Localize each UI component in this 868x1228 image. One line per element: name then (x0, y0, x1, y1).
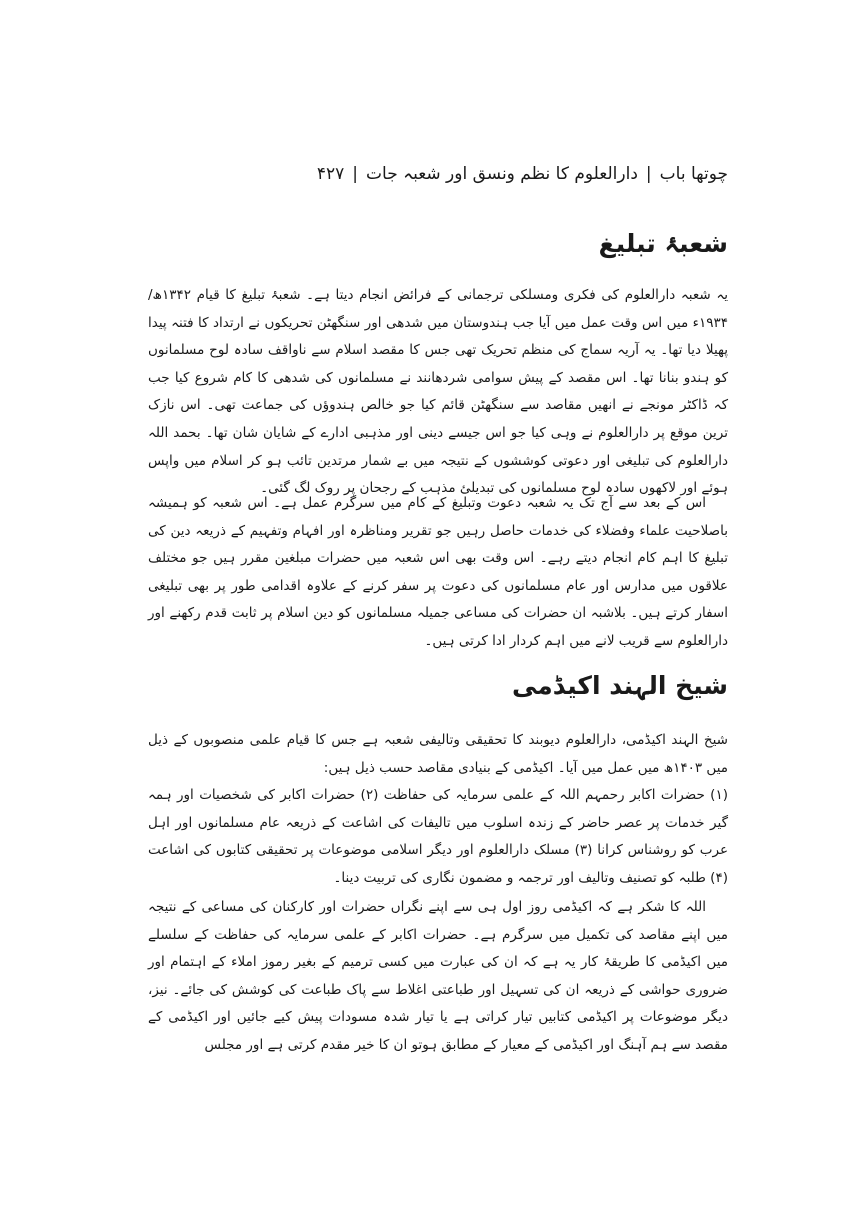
chapter-label: چوتھا باب (659, 164, 728, 184)
running-header (148, 162, 728, 186)
chapter-title: دارالعلوم کا نظم ونسق اور شعبہ جات (366, 164, 638, 184)
paragraph-academy-intro: شیخ الہند اکیڈمی، دارالعلوم دیوبند کا تحقیقی وتالیفی شعبہ ہے جس کا قیام علمی منصوبوں کے ذیل میں ۱۴۰۳ھ میں عمل میں آیا۔ اکیڈمی کے بنیادی مقاصد حسب ذیل ہیں: (148, 732, 728, 776)
paragraph-tabligh-intro: یہ شعبہ دارالعلوم کی فکری ومسلکی ترجمانی کے فرائض انجام دیتا ہے۔ شعبۂ تبلیغ کا قیام ۱۳۴۲ھ/۱۹۳۴ء میں اس وقت عمل میں آیا جب ہندوستان میں شدھی اور سنگھٹن تحریکوں نے ارتداد کا فتنہ پیدا پھیلا دیا تھا۔ یہ آریہ سماج کی منظم تحریک تھی جس کا مقصد اسلام سے ناواقف سادہ لوح مسلمانوں کو ہندو بنانا تھا۔ اس مقصد کے پیش سوامی شردھانند نے مسلمانوں کی شدھی کا کام شروع کیا جب کہ ڈاکٹر مونجے نے انھیں مقاصد سے سنگھٹن قائم کیا جو خالص ہندوؤں کی جماعت تھی۔ اس نازک ترین موقع پر دارالعلوم نے وہی کیا جو اس جیسے دینی اور مذہبی ادارے کے شایان شان تھا۔ بحمد اللہ دارالعلوم کی تبلیغی اور دعوتی کوششوں کے نتیجہ میں بے شمار مرتدین تائب ہو کر اسلام میں واپس ہوئے اور لاکھوں سادہ لوح مسلمانوں کی تبدیلئ مذہب کے رجحان پر روک لگ گئی۔ (148, 287, 728, 497)
paragraph-academy-objectives: (۱) حضرات اکابر رحمہم اللہ کے علمی سرمایہ کی حفاظت (۲) حضرات اکابر کی شخصیات اور ہمہ گیر خدمات پر عصر حاضر کے زندہ اسلوب میں تالیفات کی اشاعت کے ذریعہ عام مسلمانوں اور اہل عرب کو روشناس کرانا (۳) مسلک دارالعلوم اور دیگر اسلامی موضوعات پر تحقیقی کتابوں کی اشاعت (۴) طلبہ کو تصنیف وتالیف اور ترجمہ و مضمون نگاری کی تربیت دینا۔ (148, 787, 729, 886)
paragraph-academy-method: اللہ کا شکر ہے کہ اکیڈمی روز اول ہی سے اپنے نگراں حضرات اور کارکنان کی مساعی کے نتیجہ میں اپنے مقاصد کی تکمیل میں سرگرم ہے۔ حضرات اکابر کے علمی سرمایہ کی حفاظت کے سلسلے میں اکیڈمی کا طریقۂ کار یہ ہے کہ ان کی عبارت میں کسی ترمیم کے بغیر رموز املاء کے اہتمام اور ضروری حواشی کے ذریعہ ان کی تسہیل اور طباعتی اغلاط سے پاک طباعت کی کوشش کی جائے۔ نیز، دیگر موضوعات پر اکیڈمی کتابیں تیار کراتی ہے یا تیار شدہ مسودات پیش کیے جائیں اور اکیڈمی کے مقصد سے ہم آہنگ اور اکیڈمی کے معیار کے مطابق ہوتو ان کا خیر مقدم کرتی ہے اور مجلس (148, 899, 728, 1053)
header-separator: | (352, 164, 359, 184)
section-heading-academy: شیخ الہند اکیڈمی (512, 671, 728, 700)
section-heading-tabligh: شعبۂ تبلیغ (598, 229, 728, 258)
page-number: ۴۲۷ (316, 164, 345, 184)
header-separator: | (645, 164, 652, 184)
paragraph-tabligh-activity: اس کے بعد سے آج تک یہ شعبہ دعوت وتبلیغ کے کام میں سرگرم عمل ہے۔ اس شعبہ کو ہمیشہ باصلاحیت علماء وفضلاء کی خدمات حاصل رہیں جو تقریر ومناظرہ اور افہام وتفہیم کے ذریعہ دین کی تبلیغ کا اہم کام انجام دیتے رہے۔ اس وقت بھی اس شعبہ میں حضرات مبلغین مقرر ہیں جو مختلف علاقوں میں مدارس اور عام مسلمانوں کی دعوت پر سفر کرنے کے علاوہ اقدامی طور پر بھی تبلیغی اسفار کرتے ہیں۔ بلاشبہ ان حضرات کی مساعی جمیلہ مسلمانوں کو دین اسلام پر ثابت قدم رکھنے اور دارالعلوم سے قریب لانے میں اہم کردار ادا کرتی ہیں۔ (148, 495, 728, 649)
